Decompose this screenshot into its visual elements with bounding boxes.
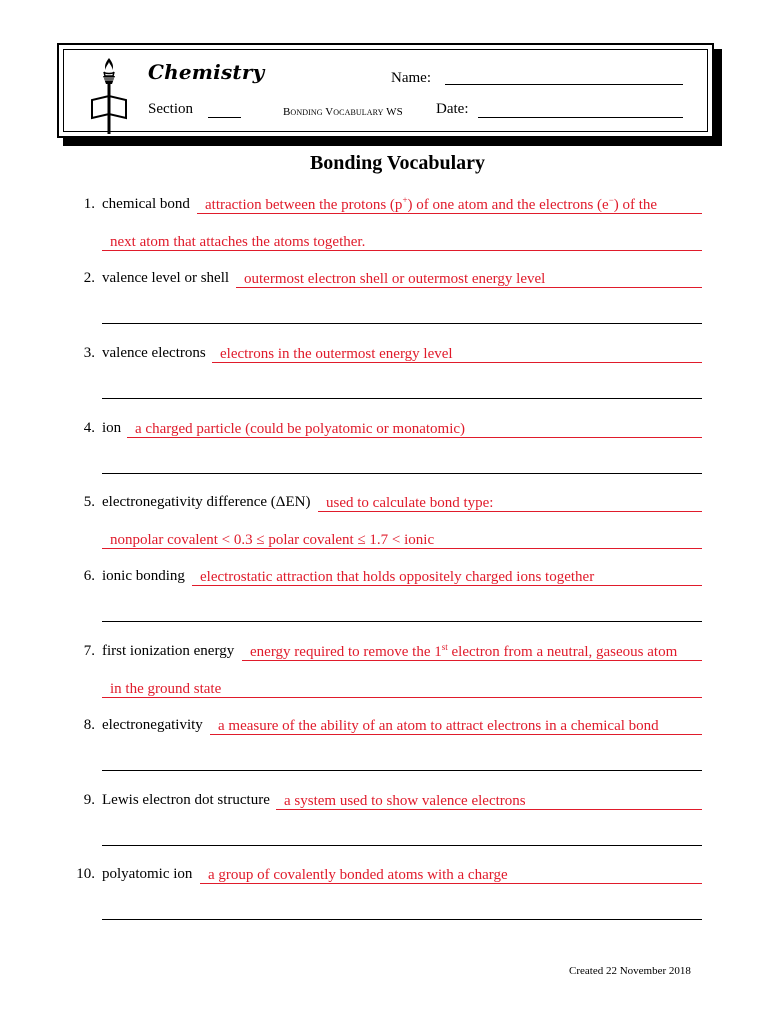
blank-line[interactable] — [102, 901, 702, 920]
answer-line-2[interactable]: in the ground state — [102, 680, 702, 698]
item-number: 10. — [76, 866, 95, 882]
answer-line[interactable]: used to calculate bond type: — [318, 494, 702, 512]
item-term: Lewis electron dot structure — [102, 792, 270, 808]
blank-line[interactable] — [102, 603, 702, 622]
answer-line[interactable]: a charged particle (could be polyatomic or monatomic) — [127, 420, 702, 438]
item-number: 2. — [83, 270, 95, 286]
name-label: Name: — [391, 70, 431, 86]
item-term: electronegativity difference (ΔEN) — [102, 494, 311, 510]
item-term: electronegativity — [102, 717, 203, 733]
course-title: Chemistry — [148, 60, 265, 84]
answer-line[interactable]: electrostatic attraction that holds oppositely charged ions together — [192, 568, 702, 586]
superscript: st — [441, 642, 448, 652]
date-label: Date: — [436, 101, 469, 117]
blank-line[interactable] — [102, 455, 702, 474]
section-label: Section — [148, 101, 193, 117]
answer-line-2[interactable]: next atom that attaches the atoms together. — [102, 233, 702, 251]
item-number: 7. — [83, 643, 95, 659]
answer-line[interactable]: a measure of the ability of an atom to attract electrons in a chemical bond — [210, 717, 702, 735]
blank-line[interactable] — [102, 827, 702, 846]
answer-line[interactable]: outermost electron shell or outermost energy level — [236, 270, 702, 288]
item-term: first ionization energy — [102, 643, 235, 659]
date-field[interactable] — [478, 117, 683, 118]
item-number: 1. — [83, 196, 95, 212]
answer-line-2[interactable]: nonpolar covalent < 0.3 ≤ polar covalent ≤ 1.7 < ionic — [102, 531, 702, 549]
worksheet-label: Bonding Vocabulary WS — [283, 106, 403, 118]
item-term: ion — [102, 420, 122, 436]
worksheet-header — [57, 43, 714, 138]
superscript: + — [402, 195, 408, 205]
answer-text: attraction between the protons (p — [205, 197, 403, 213]
item-number: 3. — [83, 345, 95, 361]
answer-text: ) of the — [613, 197, 658, 213]
superscript: − — [608, 195, 614, 205]
answer-line[interactable] — [242, 643, 702, 661]
page-title: Bonding Vocabulary — [309, 152, 486, 174]
item-term: polyatomic ion — [102, 866, 193, 882]
item-number: 8. — [83, 717, 95, 733]
item-number: 4. — [83, 420, 95, 436]
answer-line[interactable] — [197, 196, 702, 214]
item-number: 6. — [83, 568, 95, 584]
blank-line[interactable] — [102, 380, 702, 399]
footer-created-date: Created 22 November 2018 — [569, 965, 691, 977]
answer-text: electron from a neutral, gaseous atom — [447, 644, 678, 660]
item-term: ionic bonding — [102, 568, 185, 584]
name-field[interactable] — [445, 84, 683, 85]
item-term: valence electrons — [102, 345, 206, 361]
item-term: valence level or shell — [102, 270, 230, 286]
answer-text: energy required to remove the 1 — [250, 644, 442, 660]
item-term: chemical bond — [102, 196, 190, 212]
torch-book-icon — [90, 56, 128, 136]
item-number: 9. — [83, 792, 95, 808]
answer-line[interactable]: a system used to show valence electrons — [276, 792, 702, 810]
header-inner-border — [63, 49, 708, 132]
blank-line[interactable] — [102, 305, 702, 324]
answer-text: ) of one atom and the electrons (e — [407, 197, 609, 213]
blank-line[interactable] — [102, 752, 702, 771]
answer-line[interactable]: a group of covalently bonded atoms with a charge — [200, 866, 702, 884]
item-number: 5. — [83, 494, 95, 510]
section-field[interactable] — [208, 117, 241, 118]
answer-line[interactable]: electrons in the outermost energy level — [212, 345, 702, 363]
